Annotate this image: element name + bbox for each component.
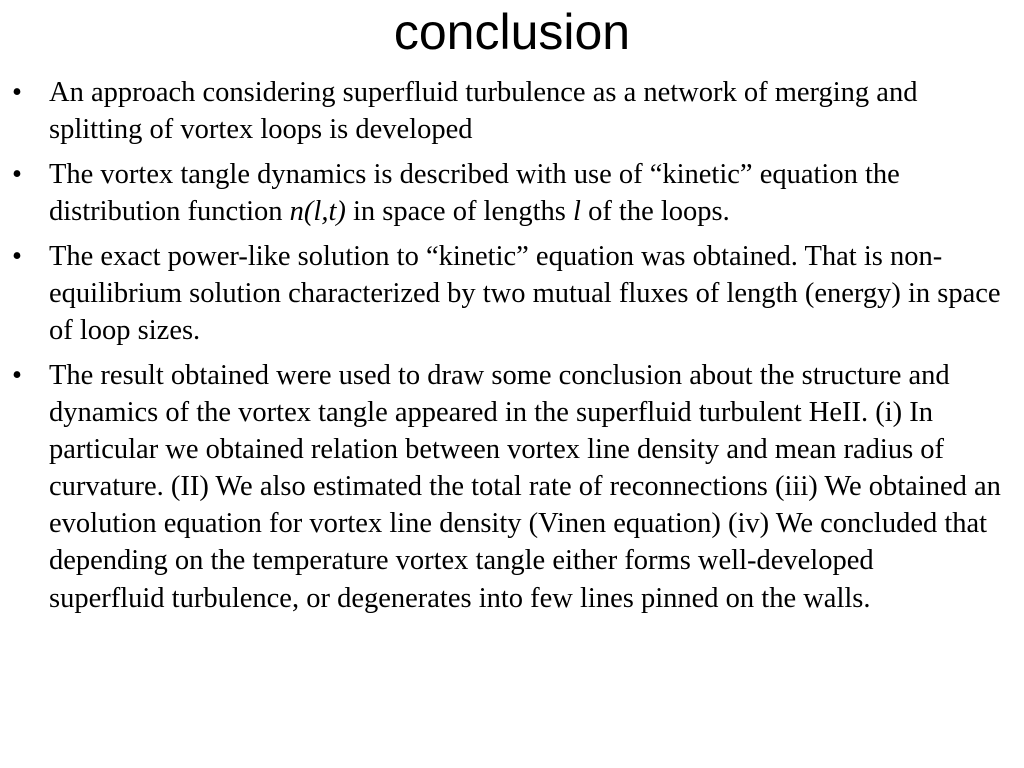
- slide-title: conclusion: [393, 4, 631, 60]
- bullet-marker: •: [12, 360, 22, 391]
- bullet-item: [0, 357, 1024, 620]
- bullet-text: The vortex tangle dynamics is described with use of “kinetic” equation the distribution function: [49, 159, 900, 227]
- bullet-text: The exact power-like solution to “kinetic” equation was obtained. That is non-equilibrium solution characterized by two mutual fluxes of length (energy) in space of loop sizes.: [49, 241, 1001, 346]
- bullet-marker: •: [12, 241, 22, 272]
- bullet-list: [0, 74, 1024, 628]
- bullet-text: An approach considering superfluid turbulence as a network of merging and splitting of vortex loops is developed: [49, 77, 918, 145]
- bullet-text-tail: superfluid turbulence, or degenerates into few lines pinned on the walls.: [49, 583, 871, 614]
- bullet-text: of the loops.: [580, 196, 730, 227]
- bullet-item: [0, 238, 1024, 349]
- bullet-marker: •: [12, 159, 22, 190]
- bullet-marker: •: [12, 77, 22, 108]
- bullet-text: The result obtained were used to draw some conclusion about the structure and dynamics of the vortex tangle appeared in the superfluid turbulent HeII. (i) In particular we obtained relation between vortex line density and mean radius of curvature. (II) We also estimated the total rate of reconnections (iii) We obtained an evolution equation for vortex line density (Vinen equation) (iv) We concluded that depending on the temperature vortex tangle either forms well-developed: [49, 360, 1001, 576]
- bullet-text: in space of lengths: [345, 196, 574, 227]
- bullet-item: [0, 156, 1024, 230]
- length-symbol: l: [573, 196, 581, 227]
- distribution-function-symbol: n(l,t): [289, 196, 346, 227]
- bullet-item: [0, 74, 1024, 148]
